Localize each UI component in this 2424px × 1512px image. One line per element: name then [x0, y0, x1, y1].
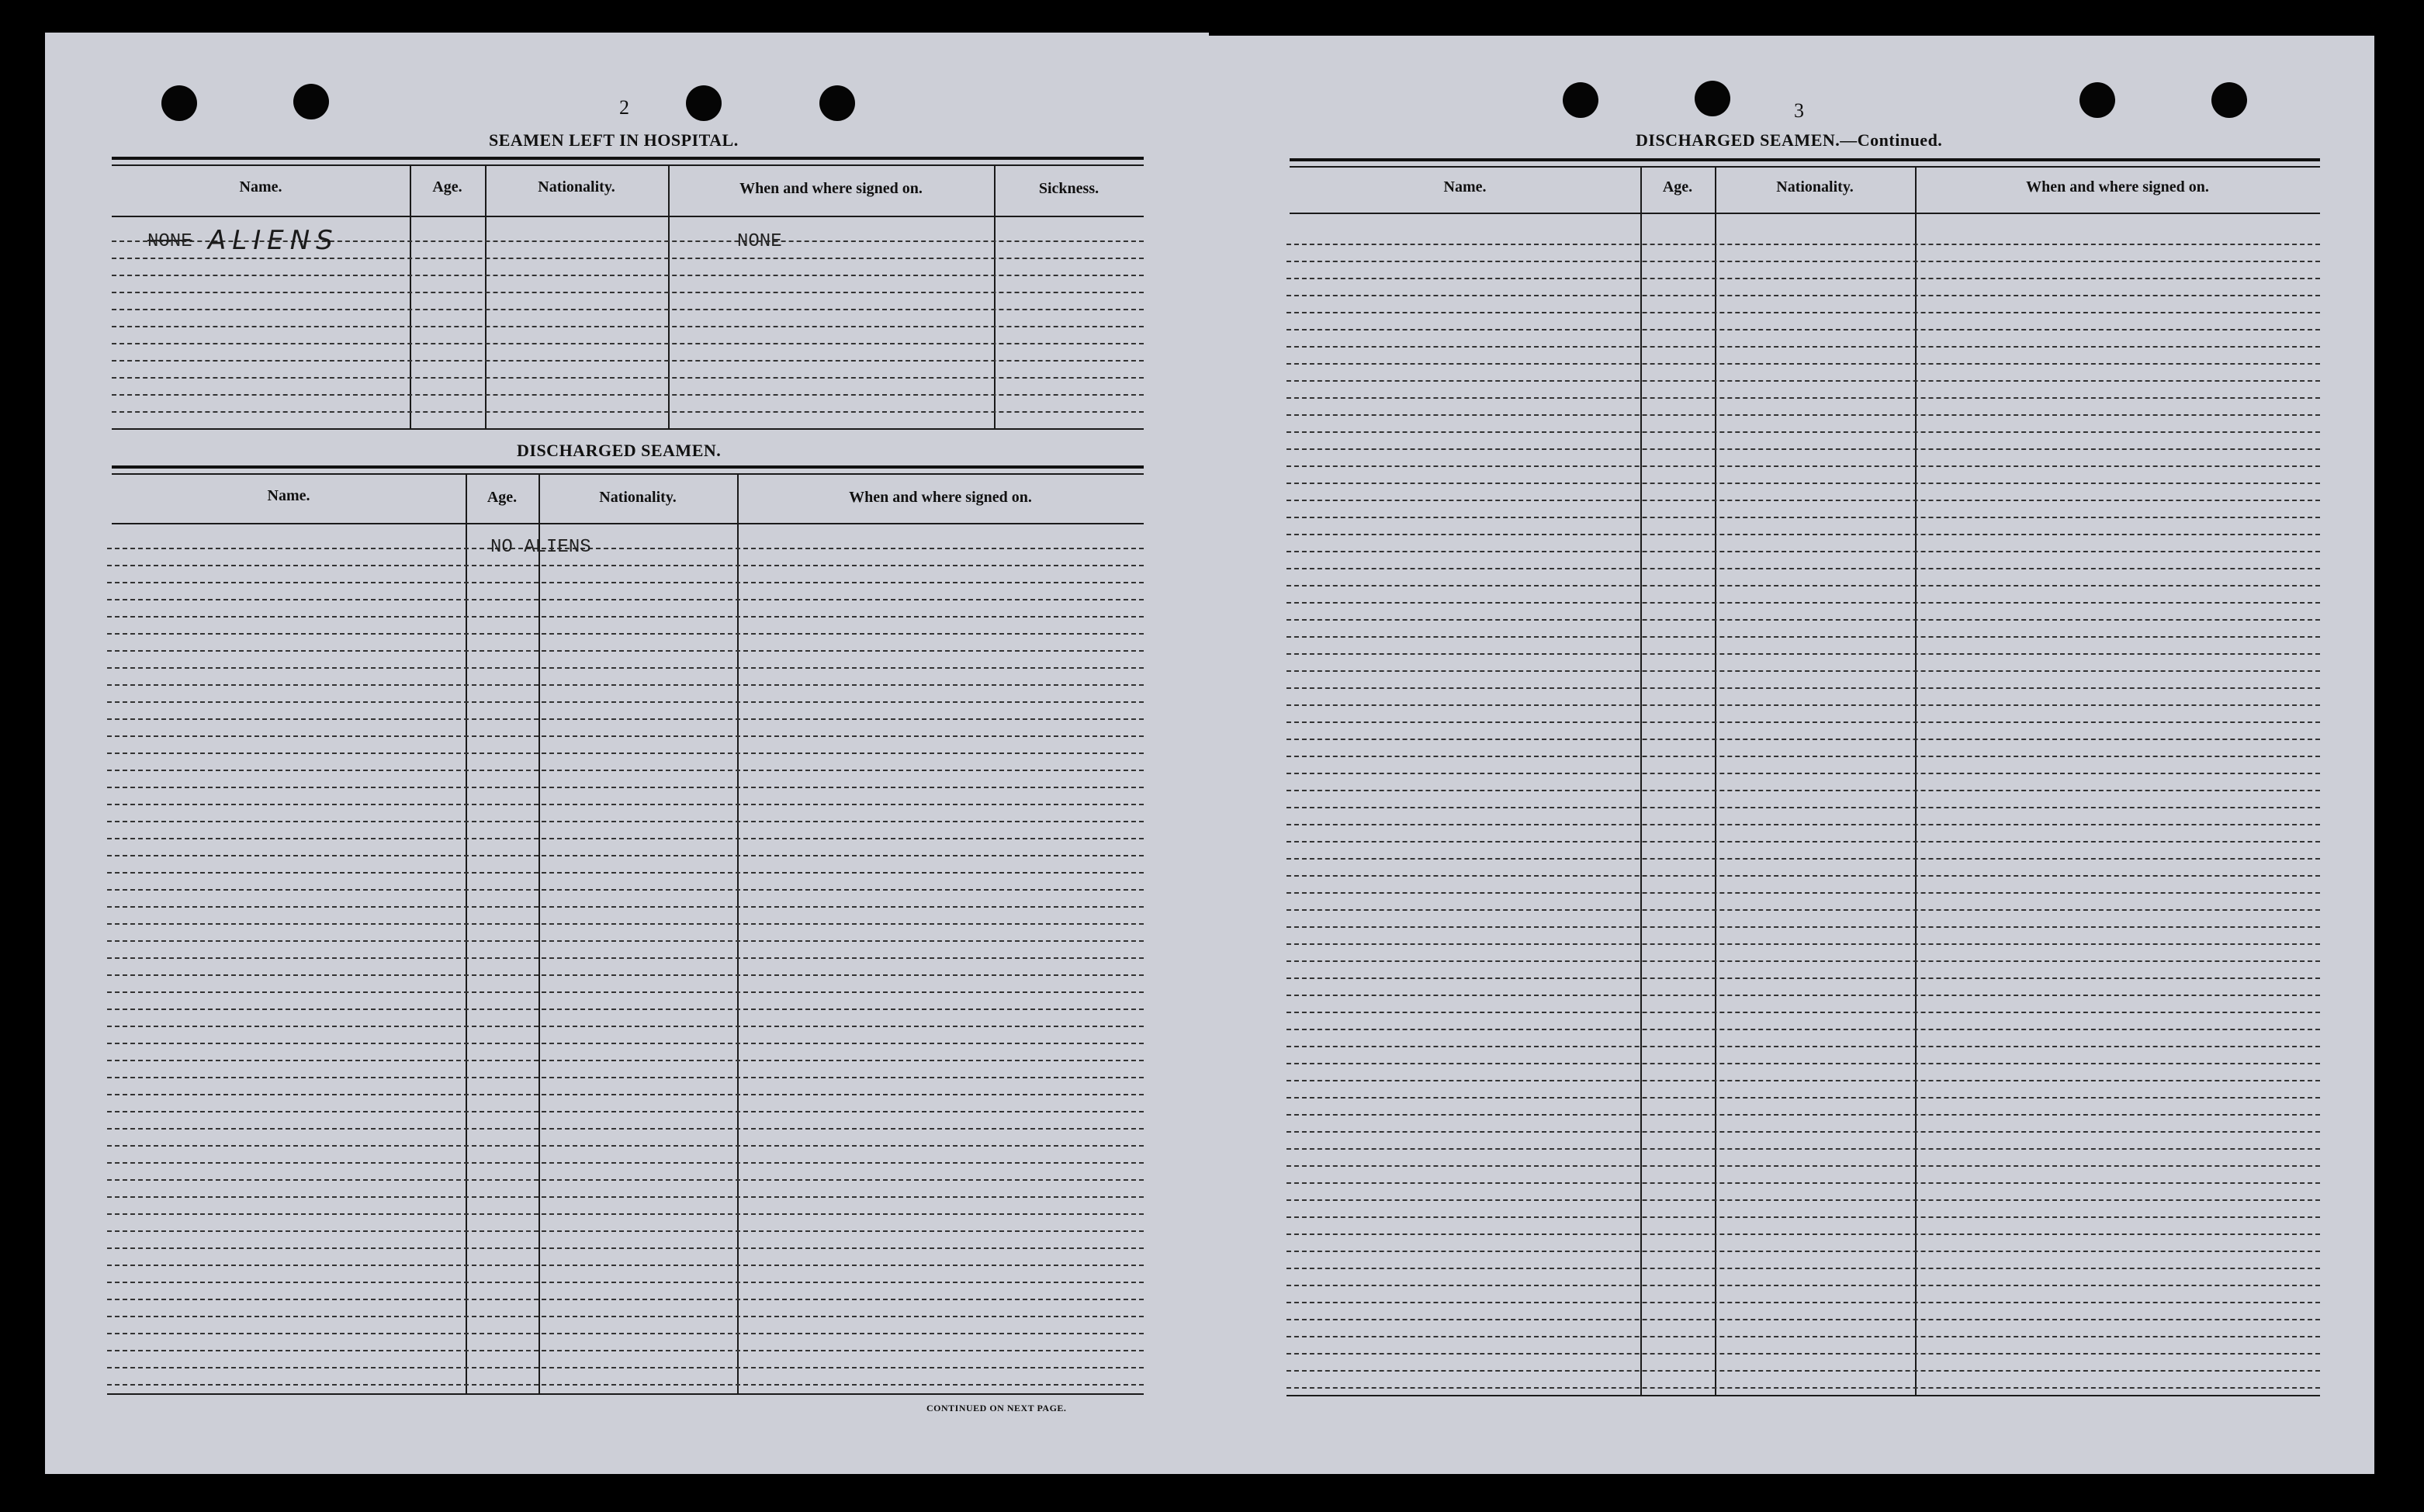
ruled-line — [107, 753, 1144, 754]
ruled-line — [1286, 790, 2320, 791]
ruled-line — [107, 1299, 1144, 1300]
ruled-line — [1286, 414, 2320, 416]
ruled-line — [1286, 1199, 2320, 1201]
ruled-line — [112, 394, 1144, 396]
col-header-signed-on: When and where signed on. — [739, 180, 923, 197]
ruled-line — [112, 360, 1144, 362]
punch-hole — [161, 85, 197, 121]
ruled-line — [107, 650, 1144, 652]
ruled-line — [1286, 363, 2320, 365]
ruled-line — [1286, 517, 2320, 518]
ruled-line — [1286, 858, 2320, 860]
punch-hole — [293, 84, 329, 119]
ruled-line — [1286, 807, 2320, 808]
hospital-top-rule-2 — [112, 164, 1144, 166]
title-suffix: —Continued. — [1840, 130, 1943, 150]
ruled-line — [107, 1282, 1144, 1283]
col-header-signed-on: When and where signed on. — [2026, 178, 2209, 195]
ruled-line — [1286, 670, 2320, 672]
ruled-line — [1286, 653, 2320, 655]
ruled-line — [1286, 1148, 2320, 1150]
ruled-line — [1286, 1353, 2320, 1355]
ruled-line — [1286, 602, 2320, 604]
ruled-line — [107, 1196, 1144, 1198]
punch-hole — [1563, 82, 1598, 118]
ruled-line — [107, 1094, 1144, 1095]
ruled-line — [1286, 1233, 2320, 1235]
ruled-line — [107, 701, 1144, 703]
ruled-line — [107, 1230, 1144, 1232]
ruled-line — [107, 1265, 1144, 1266]
hospital-name-entry-typed: NONE — [147, 231, 192, 252]
right-top-rule — [1290, 158, 2320, 161]
ruled-line — [1286, 636, 2320, 638]
ruled-line — [1286, 244, 2320, 245]
ruled-line — [107, 565, 1144, 566]
ruled-line — [107, 718, 1144, 720]
ruled-line — [107, 667, 1144, 669]
ruled-line — [107, 1384, 1144, 1386]
ruled-line — [1286, 329, 2320, 330]
ruled-line — [1286, 261, 2320, 262]
hospital-name-entry-handwritten: ALIENS — [208, 225, 339, 256]
ruled-line — [107, 1333, 1144, 1334]
ruled-line — [1286, 585, 2320, 586]
ruled-line — [1286, 380, 2320, 382]
discharged-col-divider — [466, 473, 467, 1393]
ruled-line — [1286, 995, 2320, 996]
discharged-entry: NO ALIENS — [490, 537, 591, 558]
ruled-line — [107, 1128, 1144, 1130]
right-col-divider — [1640, 166, 1642, 1395]
ruled-line — [1286, 1370, 2320, 1372]
ruled-line — [112, 292, 1144, 293]
ruled-line — [107, 599, 1144, 600]
ruled-line — [1286, 756, 2320, 757]
ruled-line — [107, 872, 1144, 874]
hospital-top-rule — [112, 157, 1144, 160]
ruled-line — [107, 855, 1144, 856]
hospital-header-rule — [112, 216, 1144, 217]
ruled-line — [107, 735, 1144, 737]
hospital-col-divider — [410, 164, 411, 428]
ruled-line — [1286, 1165, 2320, 1167]
ruled-line — [1286, 1114, 2320, 1116]
continued-footer: CONTINUED ON NEXT PAGE. — [926, 1403, 1067, 1413]
right-col-divider — [1915, 166, 1917, 1395]
ruled-line — [107, 548, 1144, 549]
ruled-line — [1286, 431, 2320, 433]
col-header-nationality: Nationality. — [538, 178, 615, 195]
discharged-col-divider — [538, 473, 540, 1393]
ruled-line — [1286, 397, 2320, 399]
ruled-line — [1286, 500, 2320, 501]
ruled-line — [112, 326, 1144, 327]
ruled-line — [1286, 465, 2320, 467]
ruled-line — [1286, 619, 2320, 621]
ruled-line — [1286, 977, 2320, 979]
right-header-rule — [1290, 213, 2320, 214]
ruled-line — [1286, 824, 2320, 825]
discharged-section-title: DISCHARGED SEAMEN. — [517, 441, 722, 460]
ruled-line — [107, 1162, 1144, 1164]
ruled-line — [107, 1111, 1144, 1112]
ruled-line — [107, 1247, 1144, 1249]
punch-hole — [2211, 82, 2247, 118]
ruled-line — [1286, 841, 2320, 842]
hospital-col-divider — [485, 164, 487, 428]
discharged-top-rule — [112, 465, 1144, 469]
col-header-sickness: Sickness. — [1038, 180, 1099, 197]
ruled-line — [107, 991, 1144, 993]
hospital-col-divider — [668, 164, 670, 428]
ruled-line — [1286, 960, 2320, 962]
ruled-line — [1286, 1063, 2320, 1064]
ruled-line — [1286, 773, 2320, 774]
ruled-line — [1286, 1216, 2320, 1218]
ruled-line — [1286, 1268, 2320, 1269]
ruled-line — [107, 1367, 1144, 1368]
ruled-line — [107, 684, 1144, 686]
discharged-continued-title — [1636, 130, 1942, 151]
ruled-line — [107, 1043, 1144, 1044]
ruled-line — [107, 906, 1144, 908]
right-col-divider — [1715, 166, 1716, 1395]
ruled-line — [107, 1026, 1144, 1027]
ruled-line — [112, 275, 1144, 276]
ruled-line — [1286, 1097, 2320, 1099]
col-header-name: Name. — [1443, 178, 1487, 195]
ruled-line — [107, 787, 1144, 788]
punch-hole — [1695, 81, 1730, 116]
discharged-header-rule — [112, 523, 1144, 524]
ruled-line — [107, 1060, 1144, 1061]
ruled-line — [1286, 1029, 2320, 1030]
ruled-line — [1286, 1012, 2320, 1013]
ruled-line — [107, 889, 1144, 891]
hospital-col-divider — [994, 164, 996, 428]
col-header-name: Name. — [267, 487, 310, 504]
ruled-line — [1286, 1080, 2320, 1081]
ruled-line — [107, 770, 1144, 771]
ruled-line — [112, 258, 1144, 259]
ruled-line — [107, 1077, 1144, 1078]
ruled-line — [1286, 278, 2320, 279]
punch-hole — [819, 85, 855, 121]
ruled-line — [107, 940, 1144, 942]
ruled-line — [1286, 1182, 2320, 1184]
ruled-line — [1286, 295, 2320, 296]
ruled-line — [1286, 1131, 2320, 1133]
ruled-line — [1286, 483, 2320, 484]
discharged-top-rule-2 — [112, 473, 1144, 475]
ruled-line — [1286, 1387, 2320, 1389]
col-header-nationality: Nationality. — [599, 489, 677, 506]
ruled-line — [1286, 1285, 2320, 1286]
ruled-line — [1286, 551, 2320, 552]
ruled-line — [1286, 1046, 2320, 1047]
right-page — [1201, 36, 2374, 1474]
ruled-line — [112, 377, 1144, 379]
ruled-line — [1286, 875, 2320, 877]
col-header-signed-on: When and where signed on. — [849, 489, 1032, 506]
ruled-line — [112, 411, 1144, 413]
right-bottom-rule — [1286, 1395, 2320, 1396]
ruled-line — [1286, 739, 2320, 740]
ruled-line — [1286, 1336, 2320, 1337]
ruled-line — [1286, 312, 2320, 313]
ruled-line — [1286, 448, 2320, 450]
ruled-line — [107, 1009, 1144, 1010]
ruled-line — [1286, 568, 2320, 569]
ruled-line — [1286, 1251, 2320, 1252]
ruled-line — [107, 1213, 1144, 1215]
left-page — [45, 33, 1209, 1474]
ruled-line — [107, 1350, 1144, 1351]
discharged-col-divider — [737, 473, 739, 1393]
col-header-name: Name. — [239, 178, 282, 195]
ruled-line — [1286, 534, 2320, 535]
ruled-line — [112, 343, 1144, 344]
page-number: 2 — [619, 96, 629, 119]
punch-hole — [686, 85, 722, 121]
ruled-line — [1286, 926, 2320, 928]
page-number: 3 — [1794, 99, 1804, 122]
ruled-line — [107, 957, 1144, 959]
discharged-bottom-rule — [107, 1393, 1144, 1395]
right-top-rule-2 — [1290, 166, 2320, 168]
ruled-line — [1286, 687, 2320, 689]
ruled-line — [1286, 892, 2320, 894]
ruled-line — [107, 633, 1144, 635]
ruled-line — [107, 974, 1144, 976]
ruled-line — [107, 1179, 1144, 1181]
ruled-line — [107, 838, 1144, 839]
col-header-age: Age. — [432, 178, 462, 195]
ruled-line — [107, 1145, 1144, 1147]
ruled-line — [1286, 1302, 2320, 1303]
col-header-nationality: Nationality. — [1776, 178, 1854, 195]
ruled-line — [107, 923, 1144, 925]
col-header-age: Age. — [487, 489, 518, 506]
ruled-line — [1286, 1319, 2320, 1320]
hospital-section-title: SEAMEN LEFT IN HOSPITAL. — [489, 130, 739, 150]
ruled-line — [107, 804, 1144, 805]
ruled-line — [107, 616, 1144, 618]
ruled-line — [1286, 943, 2320, 945]
ruled-line — [107, 821, 1144, 822]
hospital-signed-on-entry: NONE — [737, 231, 782, 252]
ruled-line — [112, 309, 1144, 310]
punch-hole — [2079, 82, 2115, 118]
ruled-line — [107, 582, 1144, 583]
title-text: DISCHARGED SEAMEN. — [1636, 130, 1841, 150]
hospital-bottom-rule — [112, 428, 1144, 430]
ruled-line — [1286, 721, 2320, 723]
col-header-age: Age. — [1662, 178, 1693, 195]
ruled-line — [107, 1316, 1144, 1317]
ruled-line — [1286, 909, 2320, 911]
ruled-line — [1286, 346, 2320, 348]
ruled-line — [1286, 704, 2320, 706]
